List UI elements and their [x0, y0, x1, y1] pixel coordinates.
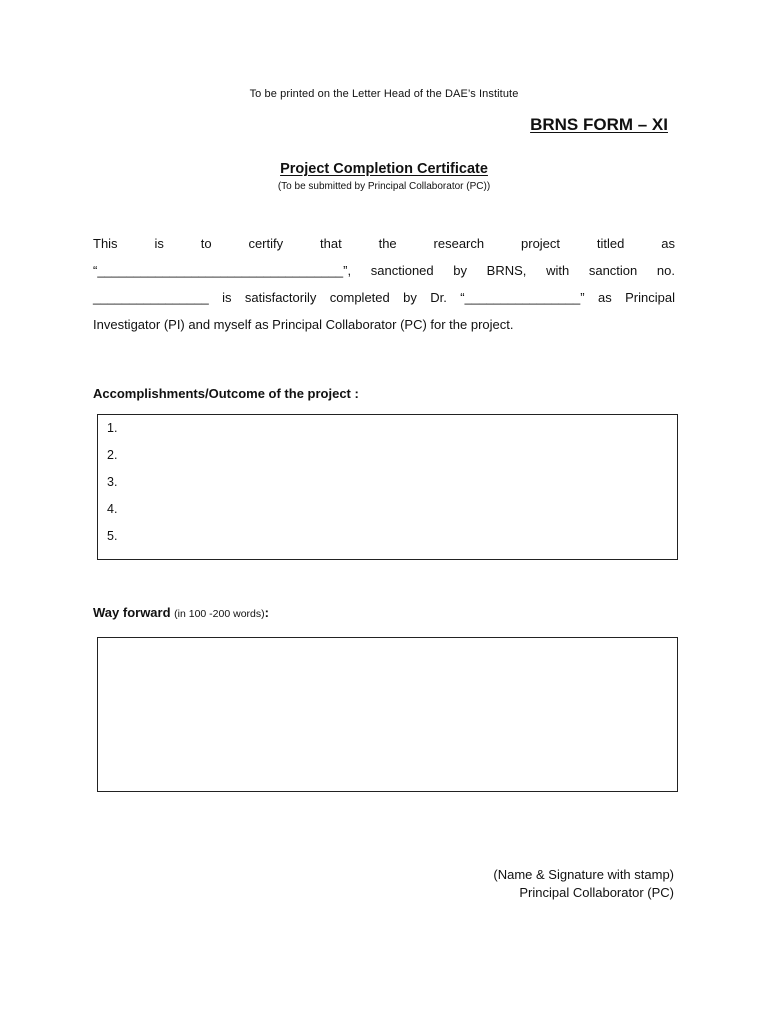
certify-line-1: This is to certify that the research project titled as [93, 236, 675, 251]
certificate-title: Project Completion Certificate [280, 161, 488, 177]
accomplishment-item-3: 3. [107, 475, 118, 489]
accomplishments-list [107, 419, 117, 554]
certify-line-2: “__________________________________”, sanctioned by BRNS, with sanction no. [93, 263, 675, 278]
signature-block [493, 866, 674, 902]
way-forward-label: Way forward [93, 605, 171, 620]
certify-line-3: ________________ is satisfactorily completed by Dr. “________________” as Principal [93, 290, 675, 305]
accomplishment-item-5: 5. [107, 529, 118, 543]
signature-role: Principal Collaborator (PC) [519, 885, 674, 900]
letterhead-note: To be printed on the Letter Head of the DAE’s Institute [249, 88, 519, 100]
certification-paragraph [93, 230, 675, 338]
signature-label: (Name & Signature with stamp) [493, 867, 674, 882]
certify-line-4: Investigator (PI) and myself as Principal Collaborator (PC) for the project. [93, 317, 514, 332]
way-forward-word-limit: (in 100 -200 words) [174, 608, 265, 620]
accomplishments-box[interactable] [97, 414, 678, 560]
way-forward-colon: : [264, 605, 269, 620]
way-forward-heading [93, 605, 269, 620]
certificate-subtitle: (To be submitted by Principal Collaborator (PC)) [277, 181, 491, 192]
form-id: BRNS FORM – XI [530, 115, 668, 134]
way-forward-box[interactable] [97, 637, 678, 792]
accomplishment-item-2: 2. [107, 448, 118, 462]
accomplishment-item-4: 4. [107, 502, 118, 516]
accomplishments-heading: Accomplishments/Outcome of the project : [93, 386, 359, 401]
accomplishment-item-1: 1. [107, 421, 118, 435]
